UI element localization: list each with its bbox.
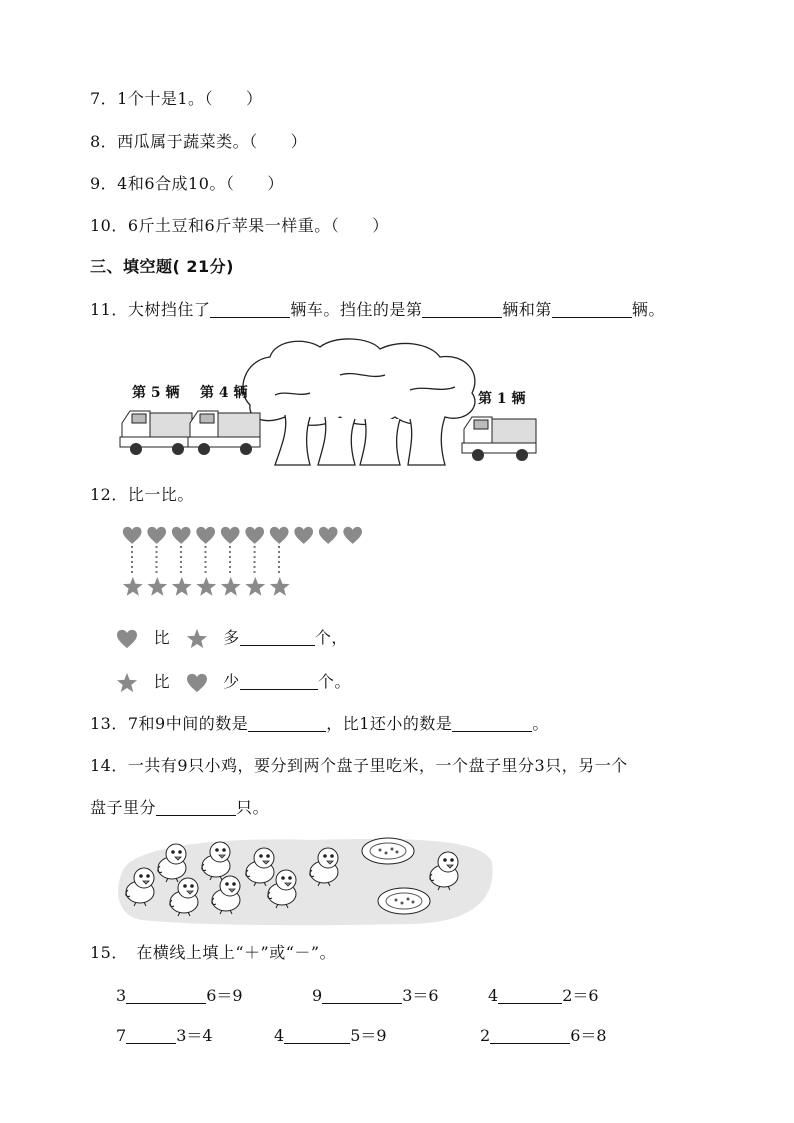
star-icon [196, 577, 216, 596]
q14-text-2: 只。 [236, 798, 270, 817]
q12-bi-1: 比 [153, 628, 171, 647]
q11-text-3: 辆和第 [502, 300, 552, 319]
q13-text-2: ，比1还小的数是 [326, 714, 453, 733]
eq-blank-2[interactable] [322, 987, 402, 1004]
question-7: 7．1个十是1。（ ） [90, 89, 263, 108]
eq-blank-3[interactable] [498, 987, 562, 1004]
q12-shao: 少 [223, 672, 240, 691]
label-car-4: 第 4 辆 [200, 385, 248, 401]
q11-text-2: 辆车。挡住的是第 [290, 300, 423, 319]
heart-icon [123, 527, 142, 544]
heart-icon [221, 527, 240, 544]
heart-icon [196, 527, 215, 544]
hearts-row [123, 527, 362, 544]
eq-blank-4[interactable] [126, 1027, 176, 1044]
truck-4-icon [188, 411, 260, 455]
question-10: 10．6斤土豆和6斤苹果一样重。（ ） [90, 216, 389, 235]
q12-row-1 [116, 625, 348, 650]
q11-text-1: 11．大树挡住了 [90, 300, 211, 319]
label-car-1: 第 1 辆 [478, 391, 526, 407]
star-icon [186, 628, 208, 650]
q11-text-4: 辆。 [631, 300, 665, 319]
q13-blank-1[interactable] [248, 715, 326, 732]
q12-duo: 多 [223, 628, 240, 647]
q12-unit-1: 个， [314, 628, 348, 647]
q11-blank-2[interactable] [422, 301, 502, 318]
q13-text-1: 13．7和9中间的数是 [90, 714, 249, 733]
truck-5-icon [120, 411, 192, 455]
equation-3: 4 2＝6 [488, 986, 599, 1005]
dotted-lines [132, 546, 279, 576]
q12-blank-2[interactable] [240, 673, 318, 690]
section-3-title: 三、填空题( 21分) [90, 257, 234, 276]
trucks-trees-figure [110, 335, 550, 470]
q12-row-2 [116, 669, 351, 694]
star-icon [270, 577, 290, 596]
heart-icon [343, 527, 362, 544]
question-8: 8．西瓜属于蔬菜类。（ ） [90, 132, 308, 151]
question-14-line-2 [90, 795, 269, 818]
truck-1-icon [462, 417, 536, 461]
q13-text-3: 。 [532, 714, 549, 733]
q13-blank-2[interactable] [452, 715, 532, 732]
hearts-stars-figure [118, 518, 378, 608]
q11-blank-3[interactable] [552, 301, 632, 318]
heart-icon [319, 527, 338, 544]
trees-icon [243, 339, 475, 465]
equation-1: 3 6＝9 [116, 986, 243, 1005]
equation-5: 4 5＝9 [274, 1026, 387, 1045]
equation-4: 7 3＝4 [116, 1026, 213, 1045]
eq-blank-5[interactable] [284, 1027, 350, 1044]
heart-icon [186, 673, 208, 693]
star-icon [147, 577, 167, 596]
plate-icon [362, 838, 414, 864]
star-icon [123, 577, 143, 596]
equation-6: 2 6＝8 [480, 1026, 607, 1045]
star-icon [245, 577, 265, 596]
q12-bi-2: 比 [153, 672, 171, 691]
star-icon [116, 672, 138, 694]
heart-icon [270, 527, 289, 544]
star-icon [172, 577, 192, 596]
heart-icon [172, 527, 191, 544]
equation-2: 9 3＝6 [312, 986, 439, 1005]
heart-icon [147, 527, 166, 544]
question-14-line-1: 14．一共有9只小鸡，要分到两个盘子里吃米，一个盘子里分3只，另一个 [90, 756, 628, 775]
q14-text-1: 盘子里分 [90, 798, 157, 817]
heart-icon [245, 527, 264, 544]
question-11 [90, 297, 665, 320]
question-12-title: 12．比一比。 [90, 485, 194, 504]
q11-blank-1[interactable] [210, 301, 290, 318]
star-icon [221, 577, 241, 596]
q12-blank-1[interactable] [240, 629, 315, 646]
heart-icon [294, 527, 313, 544]
eq-blank-6[interactable] [490, 1027, 570, 1044]
question-15-title: 15． 在横线上填上“＋”或“－”。 [90, 943, 337, 962]
heart-icon [116, 629, 138, 649]
label-car-5: 第 5 辆 [132, 385, 180, 401]
eq-blank-1[interactable] [126, 987, 206, 1004]
q14-blank[interactable] [156, 799, 236, 816]
chicks-plates-figure [112, 832, 496, 926]
question-9: 9．4和6合成10。（ ） [90, 174, 284, 193]
question-13 [90, 711, 549, 734]
stars-row [123, 577, 290, 596]
q12-unit-2: 个。 [317, 672, 351, 691]
plate-icon [378, 888, 430, 914]
